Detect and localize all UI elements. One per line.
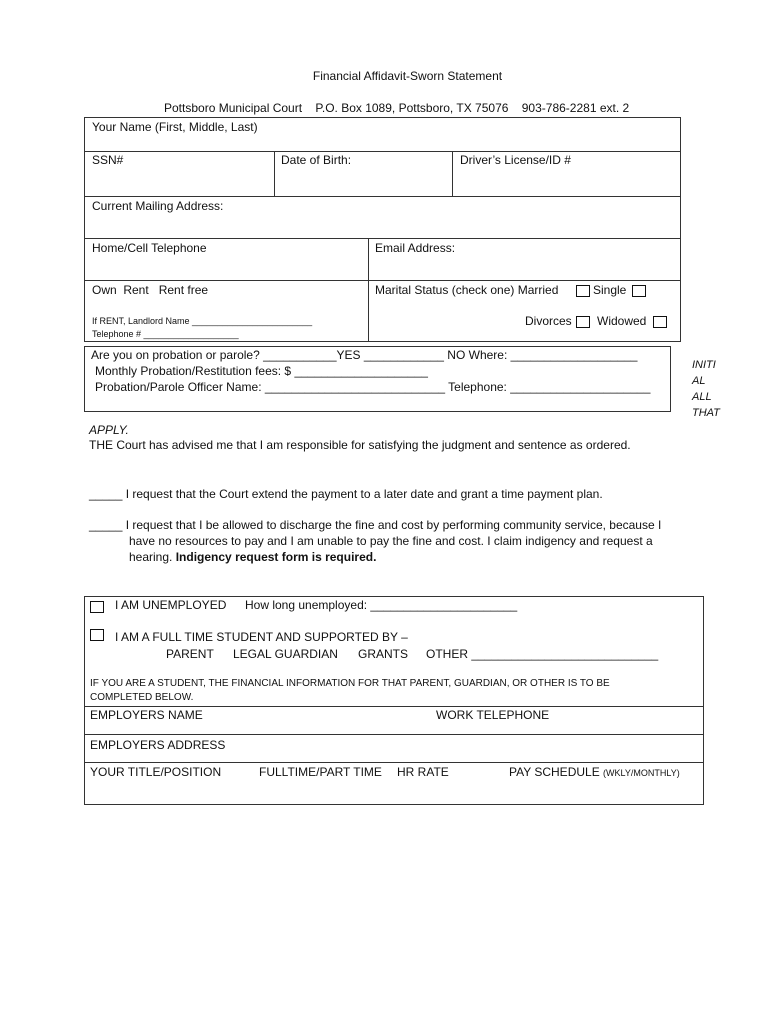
widowed-label: Widowed (597, 314, 647, 328)
initial-note-line: INITI (692, 359, 716, 371)
landlord-phone-field[interactable]: Telephone # ___________________ (92, 329, 239, 339)
initial-note-line: ALL (692, 391, 712, 403)
other-option-field[interactable]: OTHER ____________________________ (426, 647, 659, 661)
indigency-required-note: Indigency request form is required. (175, 550, 377, 564)
pay-schedule-options: (WKLY/MONTHLY) (603, 768, 680, 778)
widowed-checkbox[interactable] (653, 316, 667, 328)
divider (452, 151, 453, 196)
court-advised-text: THE Court has advised me that I am responsible for satisfying the judgment and sentence as ordered. (89, 438, 631, 452)
initial-note-line: THAT (692, 407, 720, 419)
divider (84, 734, 704, 735)
divider (84, 706, 704, 707)
single-label: Single (593, 283, 627, 297)
hearing-text: hearing. (129, 550, 173, 564)
title-position-field[interactable]: YOUR TITLE/POSITION (90, 765, 222, 779)
unemployed-duration-field[interactable]: How long unemployed: ______________________ (245, 598, 518, 612)
divider (84, 238, 681, 239)
employer-address-field[interactable]: EMPLOYERS ADDRESS (90, 738, 226, 752)
email-field-label[interactable]: Email Address: (375, 241, 456, 255)
name-field-label[interactable]: Your Name (First, Middle, Last) (92, 120, 258, 134)
probation-question[interactable]: Are you on probation or parole? ___________YES ____________ NO Where: ___________________ (91, 348, 638, 362)
single-checkbox[interactable] (632, 285, 646, 297)
student-note: IF YOU ARE A STUDENT, THE FINANCIAL INFORMATION FOR THAT PARENT, GUARDIAN, OR OTHER IS TO BE (90, 678, 610, 689)
payment-plan-option[interactable]: _____ I request that the Court extend the payment to a later date and grant a time payment plan. (89, 487, 603, 501)
unemployed-checkbox[interactable] (90, 601, 104, 613)
community-service-option-line (129, 550, 376, 564)
pay-schedule-label: PAY SCHEDULE (509, 765, 600, 779)
grants-option[interactable]: GRANTS (358, 647, 409, 661)
divider (84, 280, 681, 281)
divider (368, 238, 369, 342)
housing-options[interactable]: Own Rent Rent free (92, 283, 209, 297)
parent-option[interactable]: PARENT (166, 647, 214, 661)
community-service-option-line: have no resources to pay and I am unable to pay the fine and cost. I claim indigency and request a (129, 534, 653, 548)
court-address-line: Pottsboro Municipal Court P.O. Box 1089, Pottsboro, TX 75076 903-786-2281 ext. 2 (164, 101, 630, 115)
address-field-label[interactable]: Current Mailing Address: (92, 199, 224, 213)
restitution-fees-field[interactable]: Monthly Probation/Restitution fees: $ ____________________ (95, 364, 428, 378)
divider (84, 151, 681, 152)
pay-schedule-field[interactable] (509, 765, 680, 779)
apply-text: APPLY. (89, 423, 129, 437)
divider (84, 762, 704, 763)
divider (274, 151, 275, 196)
probation-officer-field[interactable]: Probation/Parole Officer Name: ___________________________ Telephone: _____________________ (95, 380, 651, 394)
phone-field-label[interactable]: Home/Cell Telephone (92, 241, 207, 255)
fulltime-parttime-field[interactable]: FULLTIME/PART TIME (259, 765, 382, 779)
ssn-field-label[interactable]: SSN# (92, 153, 124, 167)
guardian-option[interactable]: LEGAL GUARDIAN (233, 647, 338, 661)
student-note-line: COMPLETED BELOW. (90, 692, 194, 703)
work-phone-field[interactable]: WORK TELEPHONE (436, 708, 550, 722)
divorced-label: Divorces (525, 314, 572, 328)
dob-field-label[interactable]: Date of Birth: (281, 153, 352, 167)
student-checkbox[interactable] (90, 629, 104, 641)
married-checkbox[interactable] (576, 285, 590, 297)
unemployed-label: I AM UNEMPLOYED (115, 598, 227, 612)
form-title: Financial Affidavit-Sworn Statement (312, 69, 503, 83)
employer-name-field[interactable]: EMPLOYERS NAME (90, 708, 203, 722)
divorced-checkbox[interactable] (576, 316, 590, 328)
community-service-option[interactable]: _____ I request that I be allowed to discharge the fine and cost by performing community service, because I (89, 518, 662, 532)
hr-rate-field[interactable]: HR RATE (397, 765, 449, 779)
initial-note-line: AL (692, 375, 706, 387)
marital-status-label: Marital Status (check one) Married (375, 283, 559, 297)
landlord-name-field[interactable]: If RENT, Landlord Name ________________________ (92, 316, 313, 326)
divider (84, 196, 681, 197)
license-field-label[interactable]: Driver’s License/ID # (460, 153, 571, 167)
student-label: I AM A FULL TIME STUDENT AND SUPPORTED BY – (115, 630, 408, 644)
